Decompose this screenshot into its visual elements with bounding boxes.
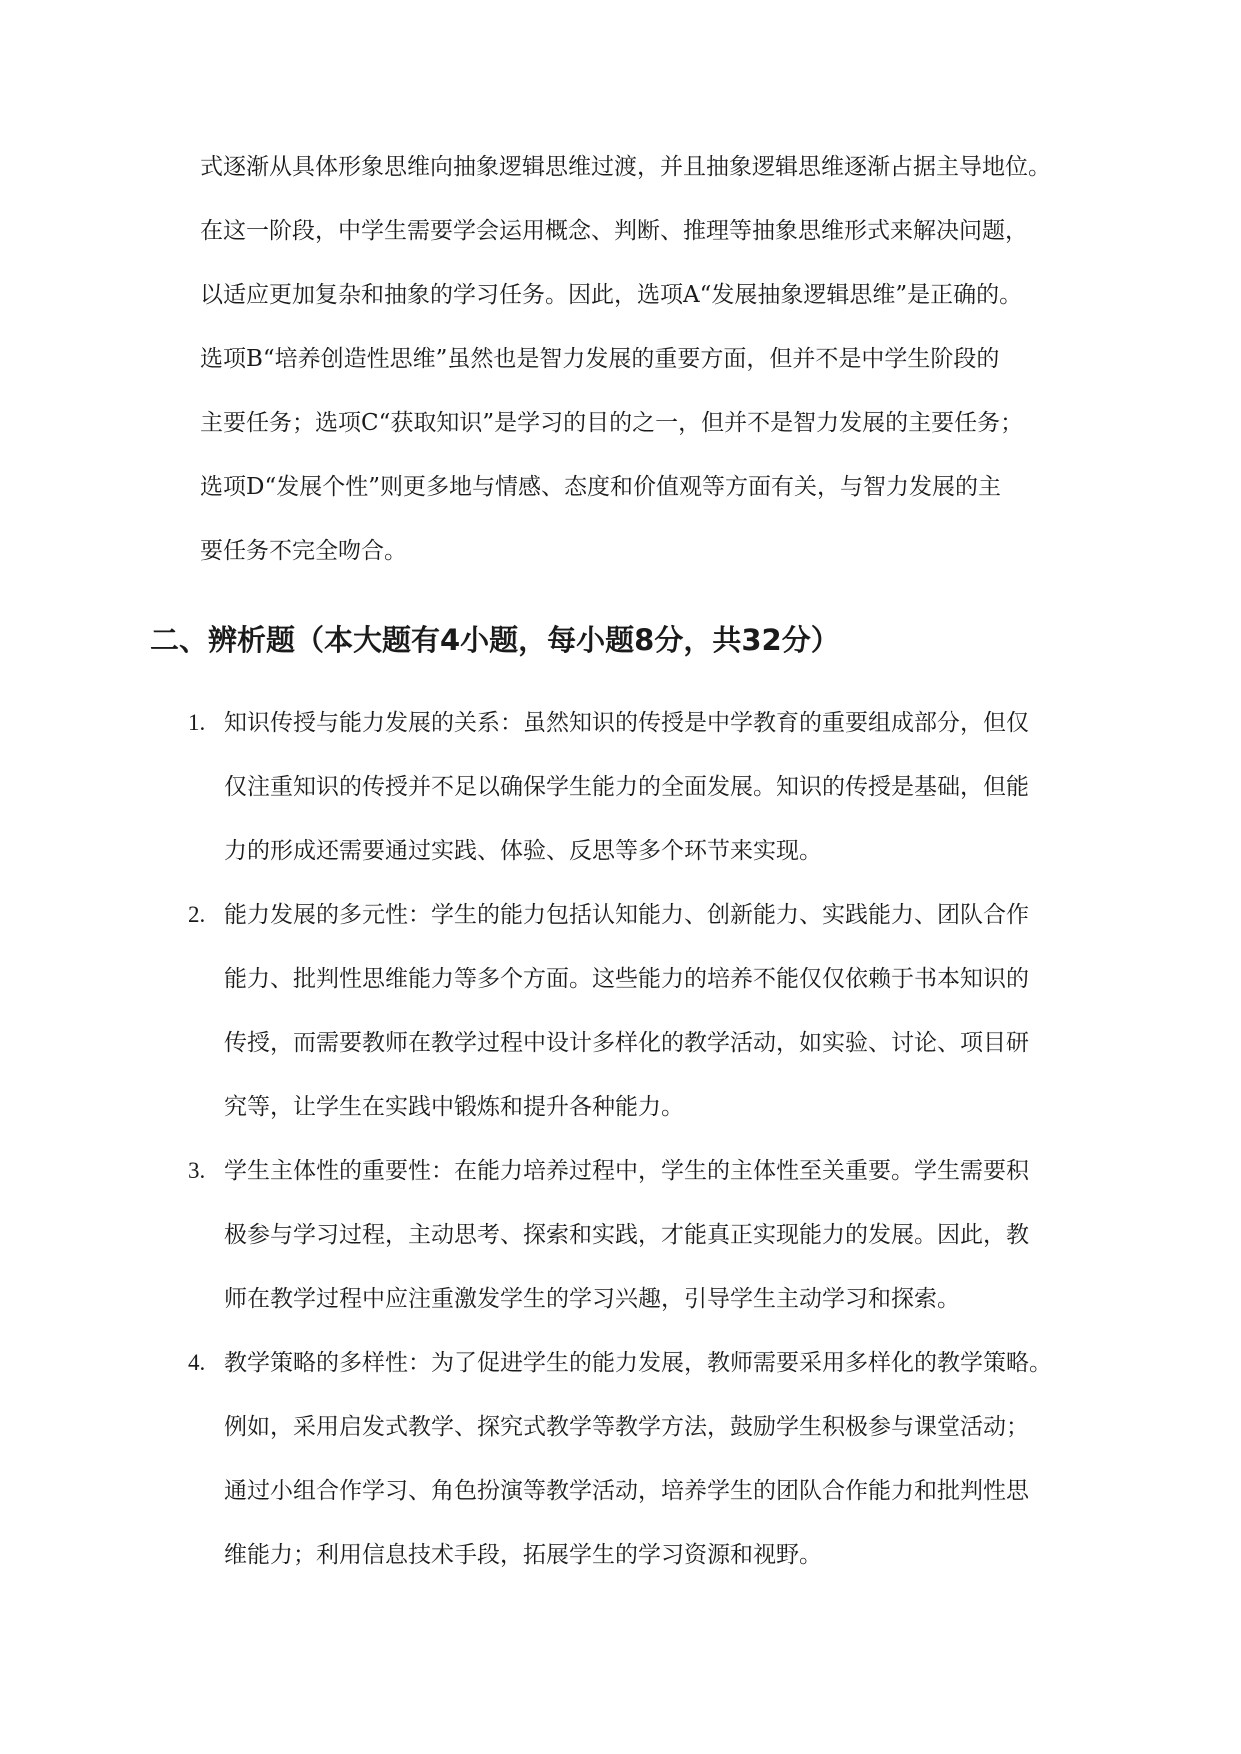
list-line: 能力、批判性思维能力等多个方面。这些能力的培养不能仅仅依赖于书本知识的	[224, 966, 1029, 992]
intro-line: 选项B“培养创造性思维”虽然也是智力发展的重要方面，但并不是中学生阶段的	[200, 346, 1000, 372]
intro-line: 选项D“发展个性”则更多地与情感、态度和价值观等方面有关，与智力发展的主	[200, 474, 1001, 500]
section-heading: 二、辨析题（本大题有4小题，每小题8分，共32分）	[150, 623, 840, 657]
list-number: 2.	[188, 902, 206, 927]
intro-line: 要任务不完全吻合。	[200, 538, 407, 564]
list-number: 1.	[188, 710, 206, 735]
list-line: 例如，采用启发式教学、探究式教学等教学方法，鼓励学生积极参与课堂活动；	[224, 1414, 1029, 1440]
intro-line: 在这一阶段，中学生需要学会运用概念、判断、推理等抽象思维形式来解决问题，	[200, 218, 1028, 244]
list-line: 学生主体性的重要性：在能力培养过程中，学生的主体性至关重要。学生需要积	[224, 1158, 1029, 1184]
list-line: 通过小组合作学习、角色扮演等教学活动，培养学生的团队合作能力和批判性思	[224, 1478, 1029, 1504]
list-line: 知识传授与能力发展的关系：虽然知识的传授是中学教育的重要组成部分，但仅	[224, 710, 1029, 736]
list-line: 极参与学习过程，主动思考、探索和实践，才能真正实现能力的发展。因此，教	[224, 1222, 1029, 1248]
list-line: 力的形成还需要通过实践、体验、反思等多个环节来实现。	[224, 838, 822, 864]
list-line: 仅注重知识的传授并不足以确保学生能力的全面发展。知识的传授是基础，但能	[224, 774, 1029, 800]
list-line: 维能力；利用信息技术手段，拓展学生的学习资源和视野。	[224, 1542, 822, 1568]
list-line: 能力发展的多元性：学生的能力包括认知能力、创新能力、实践能力、团队合作	[224, 902, 1029, 928]
list-number: 4.	[188, 1350, 206, 1375]
list-line: 教学策略的多样性：为了促进学生的能力发展，教师需要采用多样化的教学策略。	[224, 1350, 1052, 1376]
list-line: 师在教学过程中应注重激发学生的学习兴趣，引导学生主动学习和探索。	[224, 1286, 960, 1312]
intro-line: 主要任务；选项C“获取知识”是学习的目的之一，但并不是智力发展的主要任务；	[200, 410, 1024, 436]
list-number: 3.	[188, 1158, 206, 1183]
list-line: 究等，让学生在实践中锻炼和提升各种能力。	[224, 1094, 684, 1120]
intro-line: 以适应更加复杂和抽象的学习任务。因此，选项A“发展抽象逻辑思维”是正确的。	[200, 282, 1023, 308]
intro-line: 式逐渐从具体形象思维向抽象逻辑思维过渡，并且抽象逻辑思维逐渐占据主导地位。	[200, 154, 1051, 180]
list-line: 传授，而需要教师在教学过程中设计多样化的教学活动，如实验、讨论、项目研	[224, 1030, 1029, 1056]
